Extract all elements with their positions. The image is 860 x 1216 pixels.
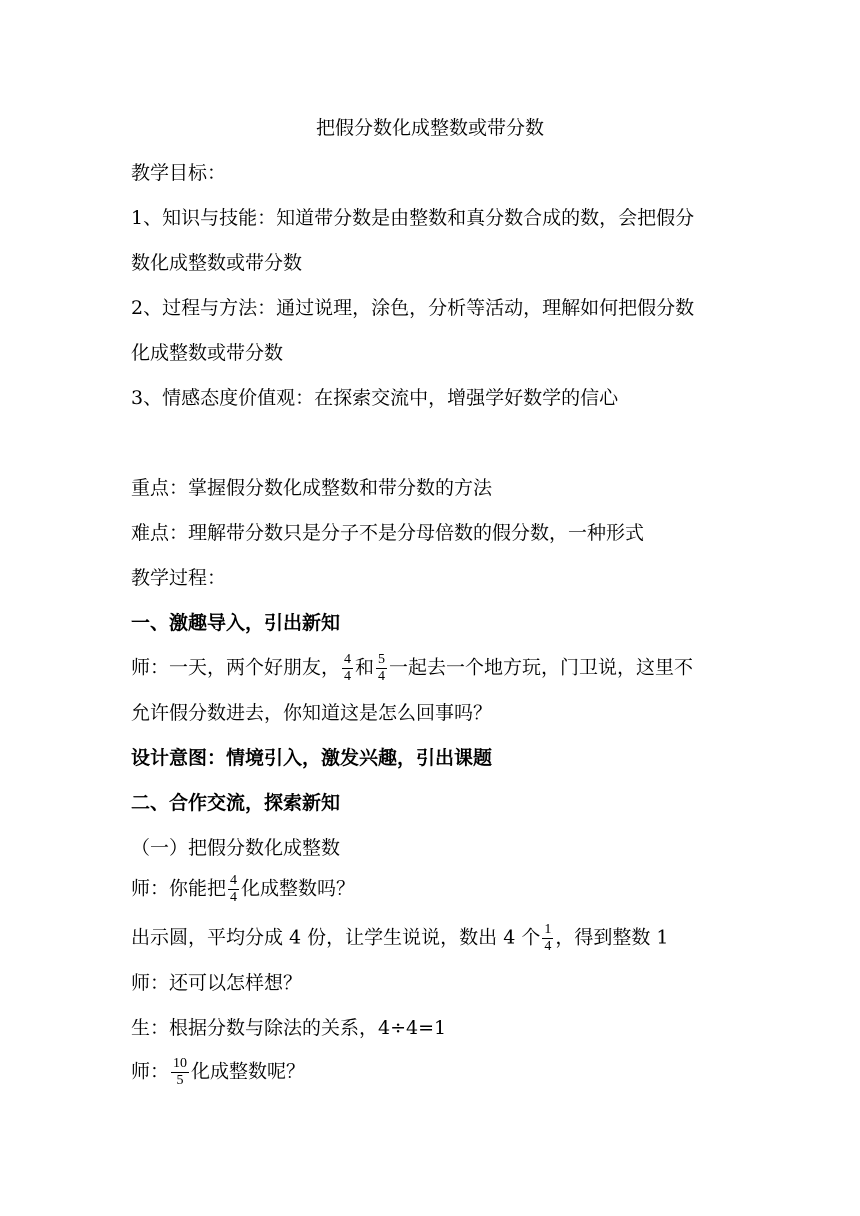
- fraction-denominator: 4: [344, 669, 352, 684]
- teacher-line-2-text-b: 化成整数吗？: [241, 877, 356, 900]
- objective-1-line-2: 数化成整数或带分数: [131, 252, 303, 274]
- student-line-1: 生：根据分数与除法的关系，4÷4=1: [131, 1017, 447, 1039]
- teacher-line-2-text-a: 师：你能把: [131, 877, 227, 900]
- teacher-line-4: [131, 1056, 731, 1089]
- section-1-heading: 一、激趣导入，引出新知: [131, 612, 341, 634]
- fraction-denominator: 4: [378, 669, 386, 684]
- subsection-1-heading: （一）把假分数化成整数: [131, 837, 341, 859]
- show-circle-line: [131, 922, 731, 955]
- objective-1-line-1: 1、知识与技能：知道带分数是由整数和真分数合成的数，会把假分: [131, 207, 695, 229]
- fraction-numerator: 10: [173, 1056, 188, 1071]
- teacher-line-2: [131, 873, 731, 906]
- show-circle-text-a: 出示圆，平均分成 4 份，让学生说说，数出 4 个: [131, 926, 541, 949]
- key-point: 重点：掌握假分数化成整数和带分数的方法: [131, 477, 493, 499]
- fraction-denominator: 4: [230, 890, 238, 905]
- teacher-line-4-text-b: 化成整数呢？: [191, 1060, 306, 1083]
- fraction-denominator: 5: [176, 1073, 184, 1088]
- fraction-numerator: 4: [344, 652, 352, 667]
- fraction-four-fourths: [342, 652, 353, 685]
- teacher-line-1-continued: 允许假分数进去，你知道这是怎么回事吗？: [131, 702, 493, 724]
- teacher-line-1-text-a: 师：一天，两个好朋友，: [131, 656, 341, 679]
- fraction-denominator: 4: [544, 939, 552, 954]
- teacher-line-1-text-b: 一起去一个地方玩，门卫说，这里不: [389, 656, 694, 679]
- teacher-line-1: [131, 652, 731, 685]
- process-heading: 教学过程：: [131, 567, 227, 589]
- fraction-ten-fifths: [171, 1056, 189, 1089]
- objective-2-line-2: 化成整数或带分数: [131, 342, 284, 364]
- section-2-heading: 二、合作交流，探索新知: [131, 792, 341, 814]
- teacher-line-4-text-a: 师：: [131, 1060, 170, 1083]
- teacher-line-1-and: 和: [355, 656, 375, 679]
- objective-3: 3、情感态度价值观：在探索交流中，增强学好数学的信心: [131, 387, 619, 409]
- fraction-numerator: 5: [378, 652, 386, 667]
- objective-2-line-1: 2、过程与方法：通过说理，涂色，分析等活动，理解如何把假分数: [131, 297, 695, 319]
- teacher-line-3: 师：还可以怎样想？: [131, 972, 303, 994]
- show-circle-text-b: ，得到整数 1: [555, 926, 669, 949]
- fraction-one-fourth: [542, 922, 553, 955]
- fraction-numerator: 4: [230, 873, 238, 888]
- objectives-heading: 教学目标：: [131, 162, 227, 184]
- fraction-five-fourths: [376, 652, 387, 685]
- document-title: 把假分数化成整数或带分数: [315, 117, 544, 139]
- difficulty: 难点：理解带分数只是分子不是分母倍数的假分数，一种形式: [131, 522, 645, 544]
- fraction-numerator: 1: [544, 922, 552, 937]
- fraction-four-fourths: [228, 873, 239, 906]
- design-intent: 设计意图：情境引入，激发兴趣，引出课题: [131, 747, 493, 769]
